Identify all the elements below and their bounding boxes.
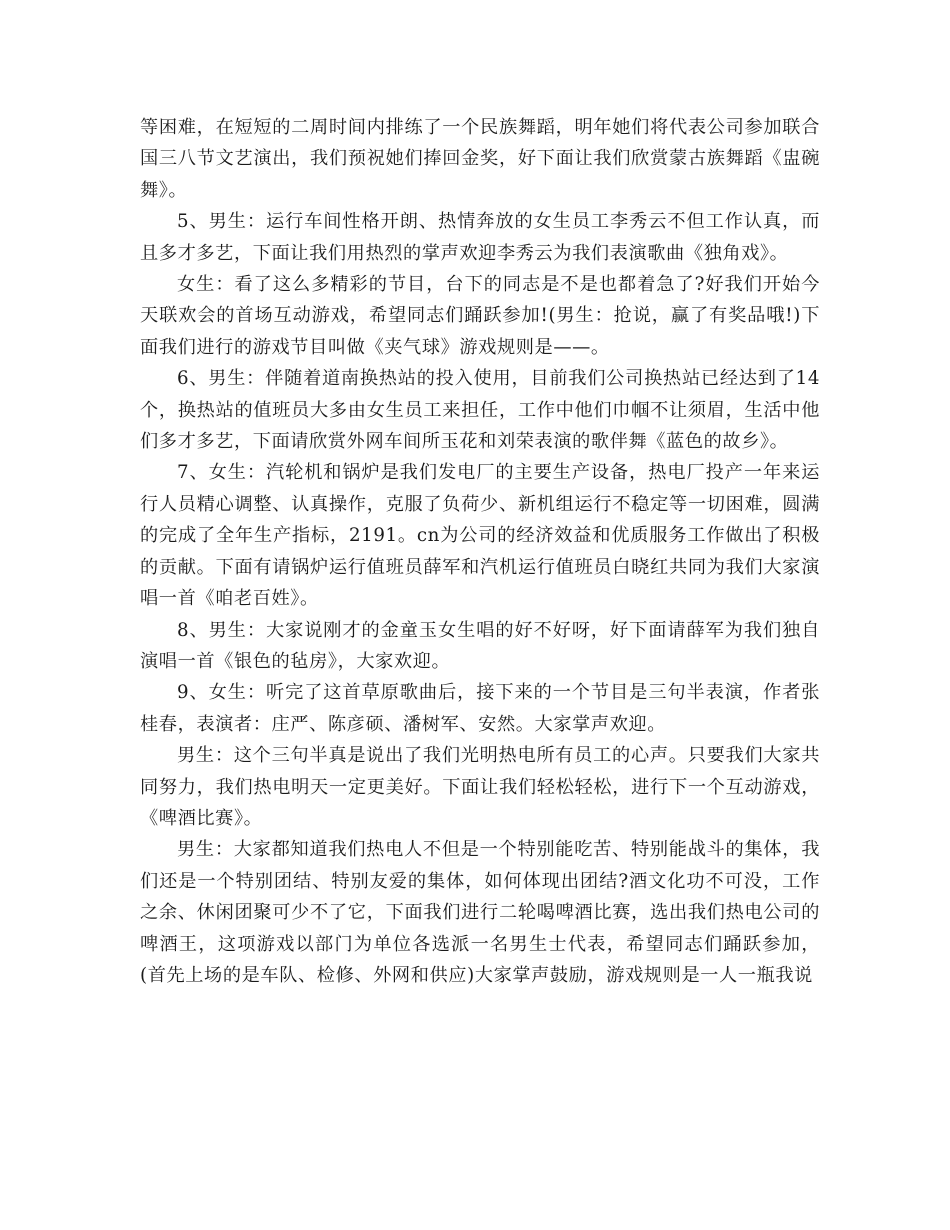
paragraph-9: 男生：大家都知道我们热电人不但是一个特别能吃苦、特别能战斗的集体，我们还是一个特别团结、特别友爱的集体，如何体现出团结?酒文化功不可没，工作之余、休闲团聚可少不了它，下面我们进行二轮喝啤酒比赛，选出我们热电公司的啤酒王，这项游戏以部门为单位各选派一名男生士代表，希望同志们踊跃参加，(首先上场的是车队、检修、外网和供应)大家掌声鼓励，游戏规则是一人一瓶我说 bbox=[140, 839, 820, 986]
paragraph-7: 9、女生：听完了这首草原歌曲后，接下来的一个节目是三句半表演，作者张桂春，表演者：庄严、陈彦硕、潘树军、安然。大家掌声欢迎。 bbox=[140, 682, 820, 735]
paragraph-8: 男生：这个三句半真是说出了我们光明热电所有员工的心声。只要我们大家共同努力，我们热电明天一定更美好。下面让我们轻松轻松，进行下一个互动游戏，《啤酒比赛》。 bbox=[140, 745, 820, 829]
paragraph-5: 7、女生：汽轮机和锅炉是我们发电厂的主要生产设备，热电厂投产一年来运行人员精心调整、认真操作，克服了负荷少、新机组运行不稳定等一切困难，圆满的完成了全年生产指标，2191。cn为公司的经济效益和优质服务工作做出了积极的贡献。下面有请锅炉运行值班员薛军和汽机运行值班员白晓红共同为我们大家演唱一首《咱老百姓》。 bbox=[140, 462, 820, 610]
paragraph-3: 女生：看了这么多精彩的节目，台下的同志是不是也都着急了?好我们开始今天联欢会的首场互动游戏，希望同志们踊跃参加!(男生：抢说，赢了有奖品哦!)下面我们进行的游戏节目叫做《夹气球》游戏规则是——。 bbox=[140, 274, 820, 358]
paragraph-1: 等困难，在短短的二周时间内排练了一个民族舞蹈，明年她们将代表公司参加联合国三八节文艺演出，我们预祝她们捧回金奖，好下面让我们欣赏蒙古族舞蹈《盅碗舞》。 bbox=[140, 117, 820, 201]
paragraph-6: 8、男生：大家说刚才的金童玉女生唱的好不好呀，好下面请薛军为我们独自演唱一首《银色的毡房》，大家欢迎。 bbox=[140, 619, 820, 672]
document-page bbox=[140, 112, 820, 991]
paragraph-2: 5、男生：运行车间性格开朗、热情奔放的女生员工李秀云不但工作认真，而且多才多艺，下面让我们用热烈的掌声欢迎李秀云为我们表演歌曲《独角戏》。 bbox=[140, 211, 820, 264]
paragraph-4: 6、男生：伴随着道南换热站的投入使用，目前我们公司换热站已经达到了14个，换热站的值班员大多由女生员工来担任，工作中他们巾帼不让须眉，生活中他们多才多艺，下面请欣赏外网车间所玉花和刘荣表演的歌伴舞《蓝色的故乡》。 bbox=[140, 368, 820, 453]
